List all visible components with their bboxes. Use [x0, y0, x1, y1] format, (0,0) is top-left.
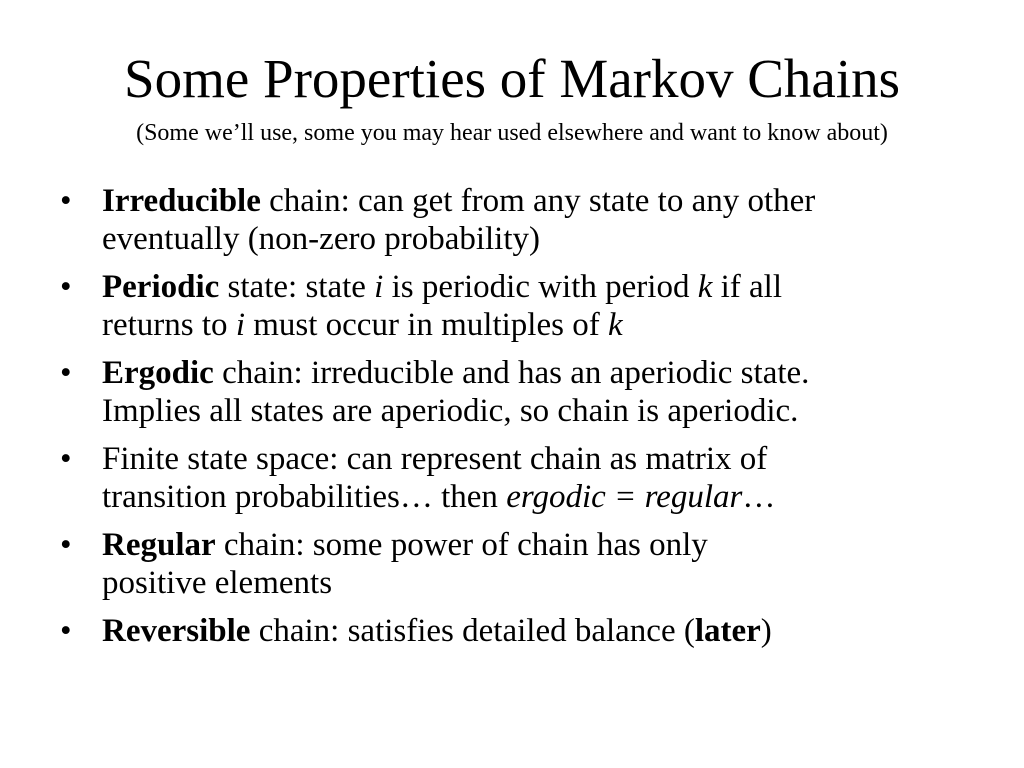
term-regular-italic: regular [644, 479, 743, 515]
term-reversible: Reversible [102, 613, 251, 649]
bullet-regular [60, 526, 980, 602]
variable-k: k [697, 269, 713, 305]
bullet-text: must occur in multiples of [244, 307, 608, 343]
bullet-text: chain: irreducible and has an aperiodic state. [213, 355, 810, 391]
bullet-dot-icon: • [60, 269, 72, 305]
bullet-text: chain: can get from any state to any other [260, 183, 816, 219]
term-irreducible: Irreducible [102, 183, 261, 219]
bullet-dot-icon: • [60, 355, 72, 391]
term-later: later [694, 613, 761, 649]
slide-title: Some Properties of Markov Chains [123, 48, 900, 109]
slide-subtitle: (Some we’ll use, some you may hear used elsewhere and want to know about) [136, 120, 888, 146]
bullet-ergodic [60, 354, 980, 430]
term-ergodic-italic: ergodic [506, 479, 606, 515]
term-ergodic: Ergodic [102, 355, 214, 391]
bullet-dot-icon: • [60, 441, 72, 477]
equals-sign: = [605, 479, 645, 515]
bullet-text: eventually (non-zero probability) [102, 221, 541, 257]
bullet-dot-icon: • [60, 183, 72, 219]
variable-i: i [374, 269, 384, 305]
bullet-text: is periodic with period [383, 269, 698, 305]
bullet-periodic [60, 268, 980, 344]
bullet-text: chain: some power of chain has only [215, 527, 708, 563]
bullet-irreducible [60, 182, 980, 258]
bullet-text: … [742, 479, 776, 515]
bullet-text: ) [760, 613, 772, 649]
bullet-dot-icon: • [60, 527, 72, 563]
bullet-reversible [60, 612, 980, 650]
bullet-text: transition probabilities… then [102, 479, 507, 515]
bullet-text: Implies all states are aperiodic, so chain is aperiodic. [102, 393, 799, 429]
bullet-text: returns to [102, 307, 236, 343]
variable-k: k [607, 307, 623, 343]
term-periodic: Periodic [102, 269, 220, 305]
bullet-dot-icon: • [60, 613, 72, 649]
term-regular: Regular [102, 527, 216, 563]
bullet-finite-state-space [60, 440, 980, 516]
bullet-list [60, 182, 980, 660]
bullet-text: chain: satisfies detailed balance ( [250, 613, 695, 649]
bullet-text: if all [712, 269, 783, 305]
bullet-text: positive elements [102, 565, 333, 601]
variable-i: i [235, 307, 245, 343]
bullet-text: state: state [219, 269, 375, 305]
bullet-text: Finite state space: can represent chain as matrix of [102, 441, 768, 477]
